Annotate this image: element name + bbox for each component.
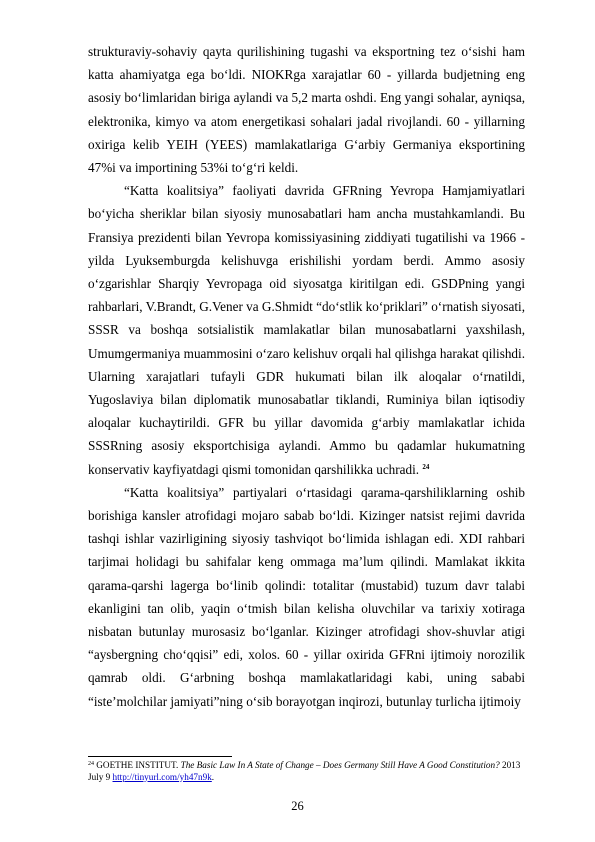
- footnote-link[interactable]: http://tinyurl.com/yh47n9k: [112, 771, 212, 782]
- paragraph-1: strukturaviy-sohaviy qayta qurilishining tugashi va eksportning tez o‘sishi ham katta ahamiyatga ega bo‘ldi. NIOKRga xarajatlar 60 - yillarda budjetning eng asosiy bo‘limlaridan biriga aylandi va 5,2 marta oshdi. Eng yangi sohalar, ayniqsa, elektronika, kimyo va atom energetikasi sohalari jadal rivojlandi. 60 - yillarning oxiriga kelib YEIH (YEES) mamlakatlariga G‘arbiy Germaniya eksportining 47%i va importining 53%i to‘g‘ri keldi.: [88, 44, 525, 176]
- footnote-title: The Basic Law In A State of Change – Does Germany Still Have A Good Constitution?: [180, 760, 500, 770]
- footnote-reference[interactable]: 24: [422, 462, 430, 471]
- footnote-date: 2013 July 9: [88, 760, 521, 782]
- body-text: [88, 40, 525, 713]
- footnote-end: .: [211, 771, 215, 782]
- page-number: 26: [291, 799, 304, 813]
- footnote-separator: [88, 756, 232, 757]
- footnote-source: GOETHE INSTITUT.: [96, 760, 179, 770]
- footnote: [88, 760, 525, 783]
- paragraph-2: [88, 179, 525, 481]
- footnote-number: 24: [88, 761, 94, 767]
- paragraph-3: “Katta koalitsiya” partiyalari o‘rtasidagi qarama-qarshiliklarning oshib borishiga kansler atrofidagi mojaro sabab bo‘ldi. Kizinger natsist rejimi davrida tashqi ishlar vazirligining siyosiy tashviqot bo‘limida ishlagan edi. XDI rahbari tarjimai holidagi bu sahifalar keng ommaga ma’lum qilindi. Mamlakat ikkita qarama-qarshi lagerga bo‘linib qolindi: totalitar (mustabid) tuzum davr talabi ekanligini tan olib, yaqin o‘tmish bilan kelisha oluvchilar va tarixiy xotiraga nisbatan butunlay murosasiz bo‘lganlar. Kizinger atrofidagi shov-shuvlar atigi “aysbergning cho‘qqisi” edi, xolos. 60 - yillar oxirida GFRni ijtimoiy norozilik qamrab oldi. G‘arbning boshqa mamlakatlaridagi kabi, uning sababi “iste’molchilar jamiyati”ning o‘sib borayotgan inqirozi, butunlay turlicha ijtimoiy: [88, 484, 525, 709]
- paragraph-2-text: “Katta koalitsiya” faoliyati davrida GFRning Yevropa Hamjamiyatlari bo‘yicha sheriklar bilan siyosiy munosabatlari ham ancha mustahkamlandi. Bu Fransiya prezidenti bilan Yevropa komissiyasining ziddiyati tugatilishi va 1966 - yilda Lyuksemburgda kelishuvga erishilishi yordam berdi. Ammo asosiy o‘zgarishlar Sharqiy Yevropaga oid siyosatga kiritilgan edi. GSDPning yangi rahbarlari, V.Brandt, G.Vener va G.Shmidt “do‘stlik ko‘priklari” o‘rnatish siyosati, SSSR va boshqa sotsialistik mamlakatlar bilan munosabatlarni yaxshilash, Umumgermaniya muammosini o‘zaro kelishuv orqali hal qilishga harakat qilishdi. Ularning xarajatlari tufayli GDR hukumati bilan ilk aloqalar o‘rnatildi, Yugoslaviya bilan diplomatik munosabatlar tiklandi, Ruminiya bilan iqtisodiy aloqalar kuchaytirildi. GFR bu yillar davomida g‘arbiy mamlakatlar ichida SSSRning asosiy eksportchisiga aylandi. Ammo bu qadamlar hukumatning konservativ kayfiyatdagi qismi tomonidan qarshilikka uchradi.: [88, 183, 525, 477]
